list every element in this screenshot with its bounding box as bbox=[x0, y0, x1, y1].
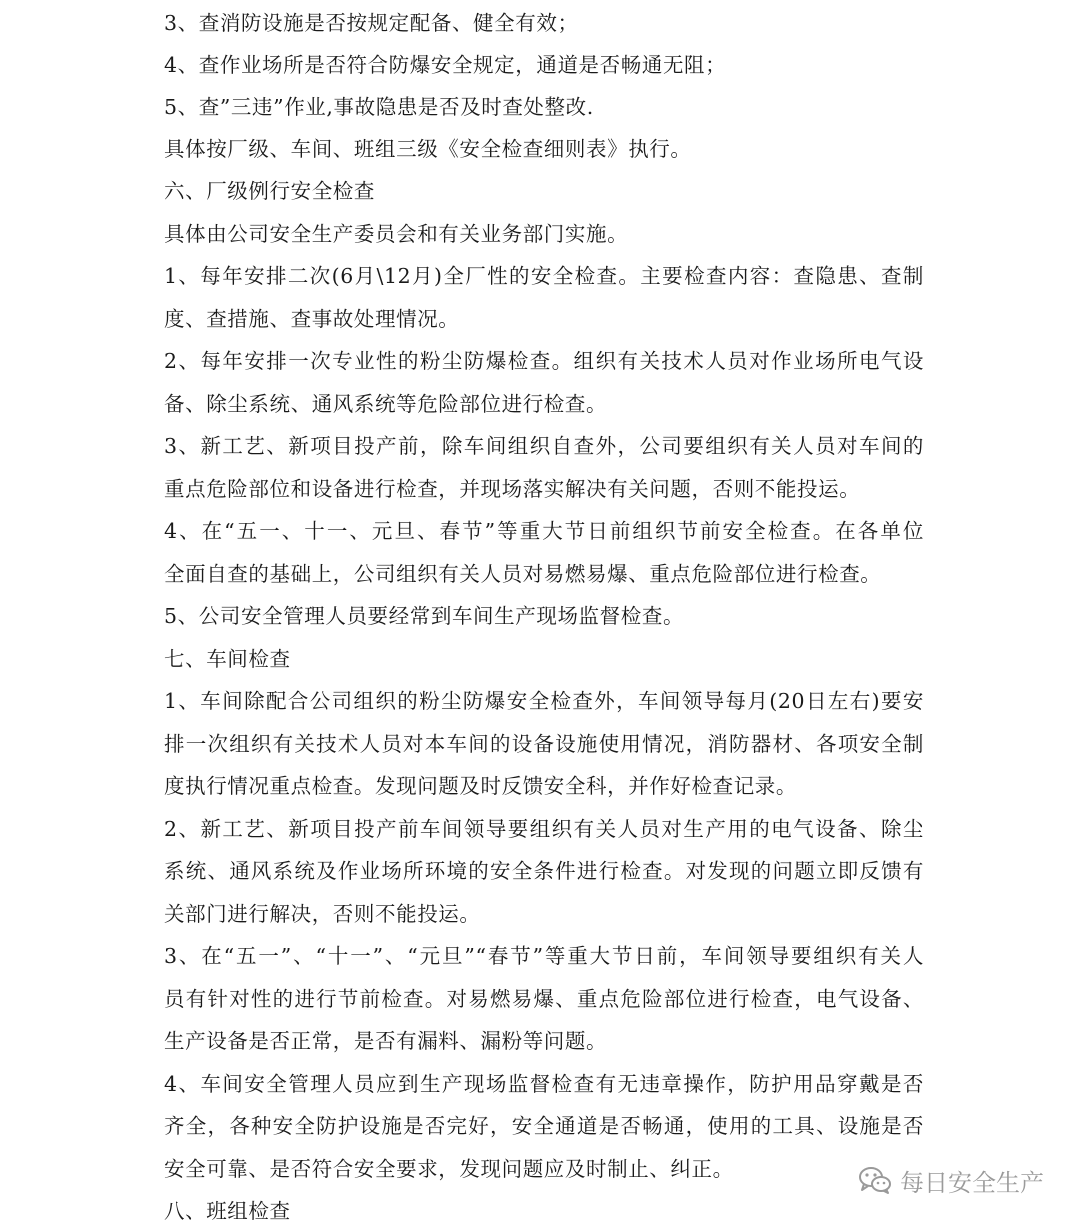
text-line: 1、车间除配合公司组织的粉尘防爆安全检查外，车间领导每月(20日左右)要安 bbox=[164, 689, 924, 713]
wechat-icon bbox=[858, 1165, 892, 1195]
watermark bbox=[858, 1160, 1044, 1200]
text-line: 3、新工艺、新项目投产前，除车间组织自查外，公司要组织有关人员对车间的 bbox=[164, 434, 924, 458]
text-line: 4、查作业场所是否符合防爆安全规定，通道是否畅通无阻； bbox=[164, 53, 727, 77]
text-line: 齐全，各种安全防护设施是否完好，安全通道是否畅通，使用的工具、设施是否 bbox=[164, 1114, 924, 1138]
text-line: 安全可靠、是否符合安全要求，发现问题应及时制止、纠正。 bbox=[164, 1157, 734, 1181]
text-line: 系统、通风系统及作业场所环境的安全条件进行检查。对发现的问题立即反馈有 bbox=[164, 859, 924, 883]
text-line: 具体按厂级、车间、班组三级《安全检查细则表》执行。 bbox=[164, 137, 692, 161]
text-line: 具体由公司安全生产委员会和有关业务部门实施。 bbox=[164, 222, 629, 246]
section-heading: 六、厂级例行安全检查 bbox=[164, 179, 375, 203]
text-line: 全面自查的基础上，公司组织有关人员对易燃易爆、重点危险部位进行检查。 bbox=[164, 562, 882, 586]
text-line: 4、在“五一、十一、元旦、春节”等重大节日前组织节前安全检查。在各单位 bbox=[164, 519, 924, 543]
text-line: 排一次组织有关技术人员对本车间的设备设施使用情况，消防器材、各项安全制 bbox=[164, 732, 924, 756]
text-line: 备、除尘系统、通风系统等危险部位进行检查。 bbox=[164, 392, 608, 416]
text-line: 员有针对性的进行节前检查。对易燃易爆、重点危险部位进行检查，电气设备、 bbox=[164, 987, 924, 1011]
text-line: 生产设备是否正常，是否有漏料、漏粉等问题。 bbox=[164, 1029, 608, 1053]
text-line: 2、每年安排一次专业性的粉尘防爆检查。组织有关技术人员对作业场所电气设 bbox=[164, 349, 924, 373]
text-line: 重点危险部位和设备进行检查，并现场落实解决有关问题，否则不能投运。 bbox=[164, 477, 861, 501]
watermark-text: 每日安全生产 bbox=[900, 1168, 1044, 1197]
text-line: 5、查”三违”作业,事故隐患是否及时查处整改. bbox=[164, 95, 594, 119]
section-heading: 八、班组检查 bbox=[164, 1199, 291, 1223]
text-line: 度、查措施、查事故处理情况。 bbox=[164, 307, 460, 331]
text-line: 1、每年安排二次(6月\12月)全厂性的安全检查。主要检查内容：查隐患、查制 bbox=[164, 264, 924, 288]
section-heading: 七、车间检查 bbox=[164, 647, 291, 671]
text-line: 2、新工艺、新项目投产前车间领导要组织有关人员对生产用的电气设备、除尘 bbox=[164, 817, 924, 841]
text-line: 度执行情况重点检查。发现问题及时反馈安全科，并作好检查记录。 bbox=[164, 774, 797, 798]
text-line: 5、公司安全管理人员要经常到车间生产现场监督检查。 bbox=[164, 604, 685, 628]
text-line: 4、车间安全管理人员应到生产现场监督检查有无违章操作，防护用品穿戴是否 bbox=[164, 1072, 924, 1096]
text-line: 3、在“五一”、“十一”、“元旦”“春节”等重大节日前，车间领导要组织有关人 bbox=[164, 944, 924, 968]
text-line: 3、查消防设施是否按规定配备、健全有效； bbox=[164, 11, 579, 35]
text-line: 关部门进行解决，否则不能投运。 bbox=[164, 902, 481, 926]
